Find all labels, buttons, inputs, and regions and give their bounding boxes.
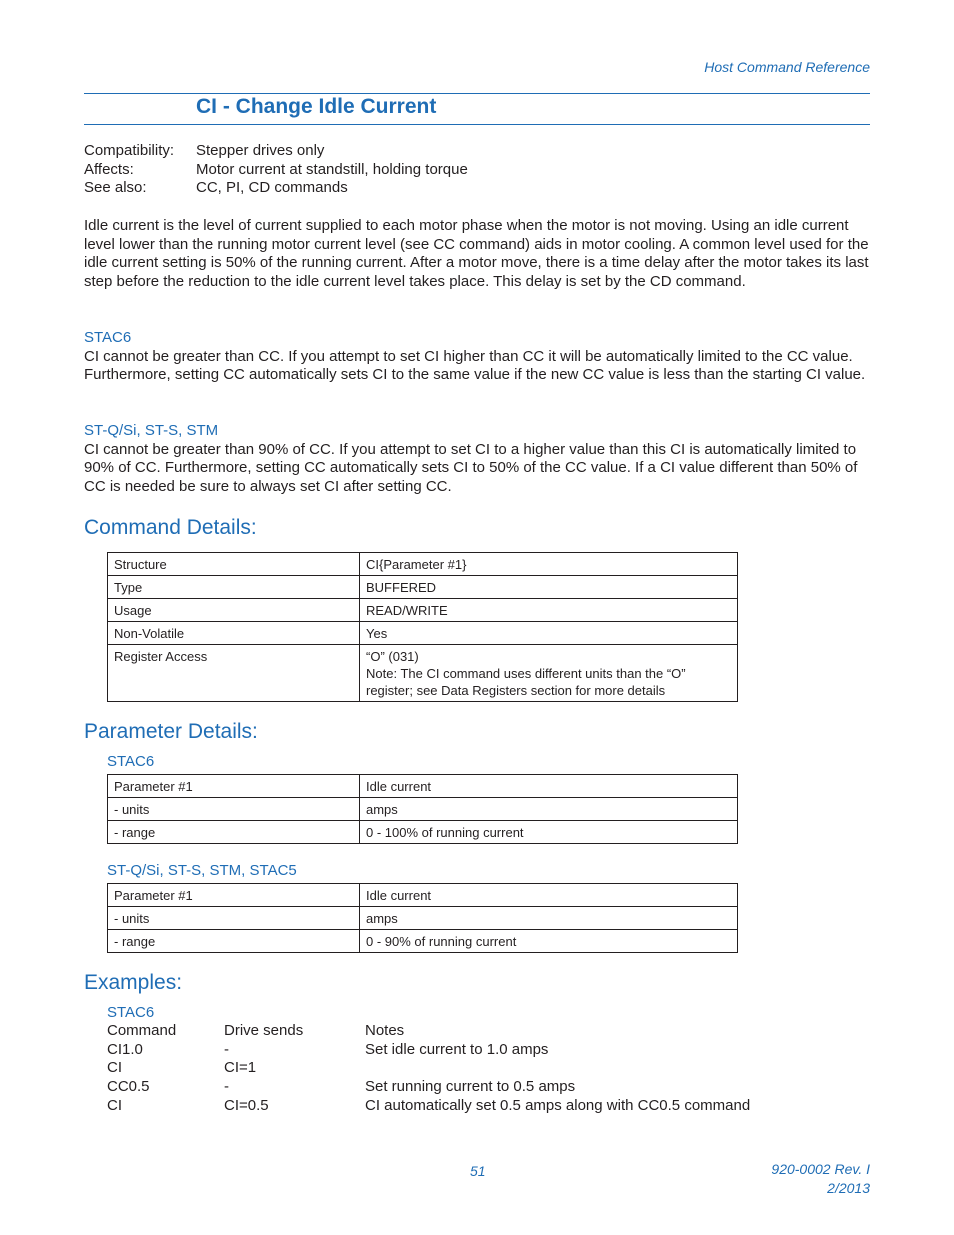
- compat-value: CC, PI, CD commands: [196, 179, 348, 197]
- table-key: Structure: [108, 553, 360, 576]
- example-note: Set idle current to 1.0 amps: [365, 1040, 549, 1058]
- parameter-stq-table: [107, 883, 738, 953]
- table-row: [108, 553, 738, 576]
- stq-note-text: CI cannot be greater than 90% of CC. If you attempt to set CI to a higher value than this CI is automatically limited to 90% of CC. Furthermore, setting CC automatically sets CI to 50% of the CC value. If a CI value different than 50% of CC is needed be sure to always set CI after setting CC.: [84, 440, 858, 495]
- document-number: 920-0002 Rev. I: [771, 1161, 870, 1177]
- examples-subheading: STAC6: [107, 1004, 155, 1021]
- stq-note: [84, 422, 874, 496]
- example-command: CI: [107, 1059, 122, 1077]
- table-row: [108, 798, 738, 821]
- compat-row: [84, 179, 468, 198]
- table-key: - range: [108, 821, 360, 844]
- stac6-note: [84, 329, 874, 385]
- section-reference: Host Command Reference: [704, 59, 870, 75]
- examples-list: [107, 1022, 750, 1116]
- table-value: [360, 645, 738, 702]
- examples-heading: Examples:: [84, 971, 183, 994]
- table-value: amps: [360, 798, 738, 821]
- title-rule-top: [84, 93, 870, 94]
- title-rule-bottom: [84, 124, 870, 125]
- example-response: -: [224, 1078, 229, 1096]
- table-key: Register Access: [108, 645, 360, 702]
- table-key: Parameter #1: [108, 775, 360, 798]
- table-key: - units: [108, 907, 360, 930]
- example-command: CI: [107, 1096, 122, 1114]
- example-response: CI=0.5: [224, 1096, 269, 1114]
- intro-paragraph: Idle current is the level of current supplied to each motor phase when the motor is not moving. Using an idle current level lower than the running motor current level (see CC command) aids in motor cooling. A common level used for the idle current setting is 50% of the running current. After a motor move, there is a time delay after the motor takes its last step before the reduction to the idle current level takes place. This delay is set by the CD command.: [84, 217, 869, 290]
- register-access-value: “O” (031): [366, 649, 419, 664]
- parameter-details-heading: Parameter Details:: [84, 720, 258, 743]
- table-row: [108, 645, 738, 702]
- table-key: - units: [108, 798, 360, 821]
- table-value: 0 - 90% of running current: [360, 930, 738, 953]
- document-date: 2/2013: [827, 1180, 870, 1196]
- compatibility-block: [84, 142, 468, 198]
- table-row: [108, 599, 738, 622]
- example-command: CC0.5: [107, 1078, 150, 1096]
- table-value: Idle current: [360, 775, 738, 798]
- table-key: Non-Volatile: [108, 622, 360, 645]
- example-notes-header: Notes: [365, 1022, 405, 1039]
- table-row: [108, 907, 738, 930]
- example-row: [107, 1059, 750, 1078]
- page-number: 51: [470, 1163, 486, 1179]
- example-response-header: Drive sends: [224, 1022, 304, 1039]
- table-key: - range: [108, 930, 360, 953]
- example-note: CI automatically set 0.5 amps along with CC0.5 command: [365, 1096, 751, 1114]
- compat-key: Compatibility:: [84, 142, 175, 159]
- table-value: amps: [360, 907, 738, 930]
- compat-value: Motor current at standstill, holding torque: [196, 160, 468, 178]
- parameter-stq-heading: ST-Q/Si, ST-S, STM, STAC5: [107, 862, 297, 879]
- compat-key: Affects:: [84, 160, 134, 178]
- example-row: [107, 1041, 750, 1060]
- table-row: [108, 775, 738, 798]
- example-row: [107, 1078, 750, 1097]
- document-revision: [771, 1160, 870, 1198]
- table-key: Usage: [108, 599, 360, 622]
- compat-row: [84, 161, 468, 180]
- examples-header-row: [107, 1022, 750, 1041]
- table-value: READ/WRITE: [360, 599, 738, 622]
- command-details-heading: Command Details:: [84, 516, 257, 539]
- table-value: CI{Parameter #1}: [360, 553, 738, 576]
- table-key: Type: [108, 576, 360, 599]
- example-command: CI1.0: [107, 1040, 143, 1058]
- table-row: [108, 622, 738, 645]
- example-response: -: [224, 1040, 229, 1058]
- compat-value: Stepper drives only: [196, 142, 325, 159]
- example-response: CI=1: [224, 1059, 257, 1077]
- command-details-table: [107, 552, 738, 702]
- table-key: Parameter #1: [108, 884, 360, 907]
- register-access-note: Note: The CI command uses different units than the “O” register; see Data Registers section for more details: [366, 666, 686, 698]
- compat-key: See also:: [84, 179, 147, 197]
- stac6-note-heading: STAC6: [84, 329, 132, 346]
- stq-note-heading: ST-Q/Si, ST-S, STM: [84, 422, 219, 439]
- example-command-header: Command: [107, 1022, 177, 1039]
- example-row: [107, 1097, 750, 1116]
- table-row: [108, 884, 738, 907]
- parameter-stac6-table: [107, 774, 738, 844]
- parameter-stac6-heading: STAC6: [107, 753, 155, 770]
- table-row: [108, 821, 738, 844]
- table-value: 0 - 100% of running current: [360, 821, 738, 844]
- stac6-note-text: CI cannot be greater than CC. If you attempt to set CI higher than CC it will be automatically limited to the CC value. Furthermore, setting CC automatically sets CI to the same value if the new CC value is less than the starting CI value.: [84, 347, 866, 384]
- table-row: [108, 576, 738, 599]
- table-row: [108, 930, 738, 953]
- table-value: Yes: [360, 622, 738, 645]
- page-title: CI - Change Idle Current: [196, 95, 437, 118]
- compat-row: [84, 142, 468, 161]
- table-value: Idle current: [360, 884, 738, 907]
- example-note: Set running current to 0.5 amps: [365, 1078, 576, 1096]
- table-value: BUFFERED: [360, 576, 738, 599]
